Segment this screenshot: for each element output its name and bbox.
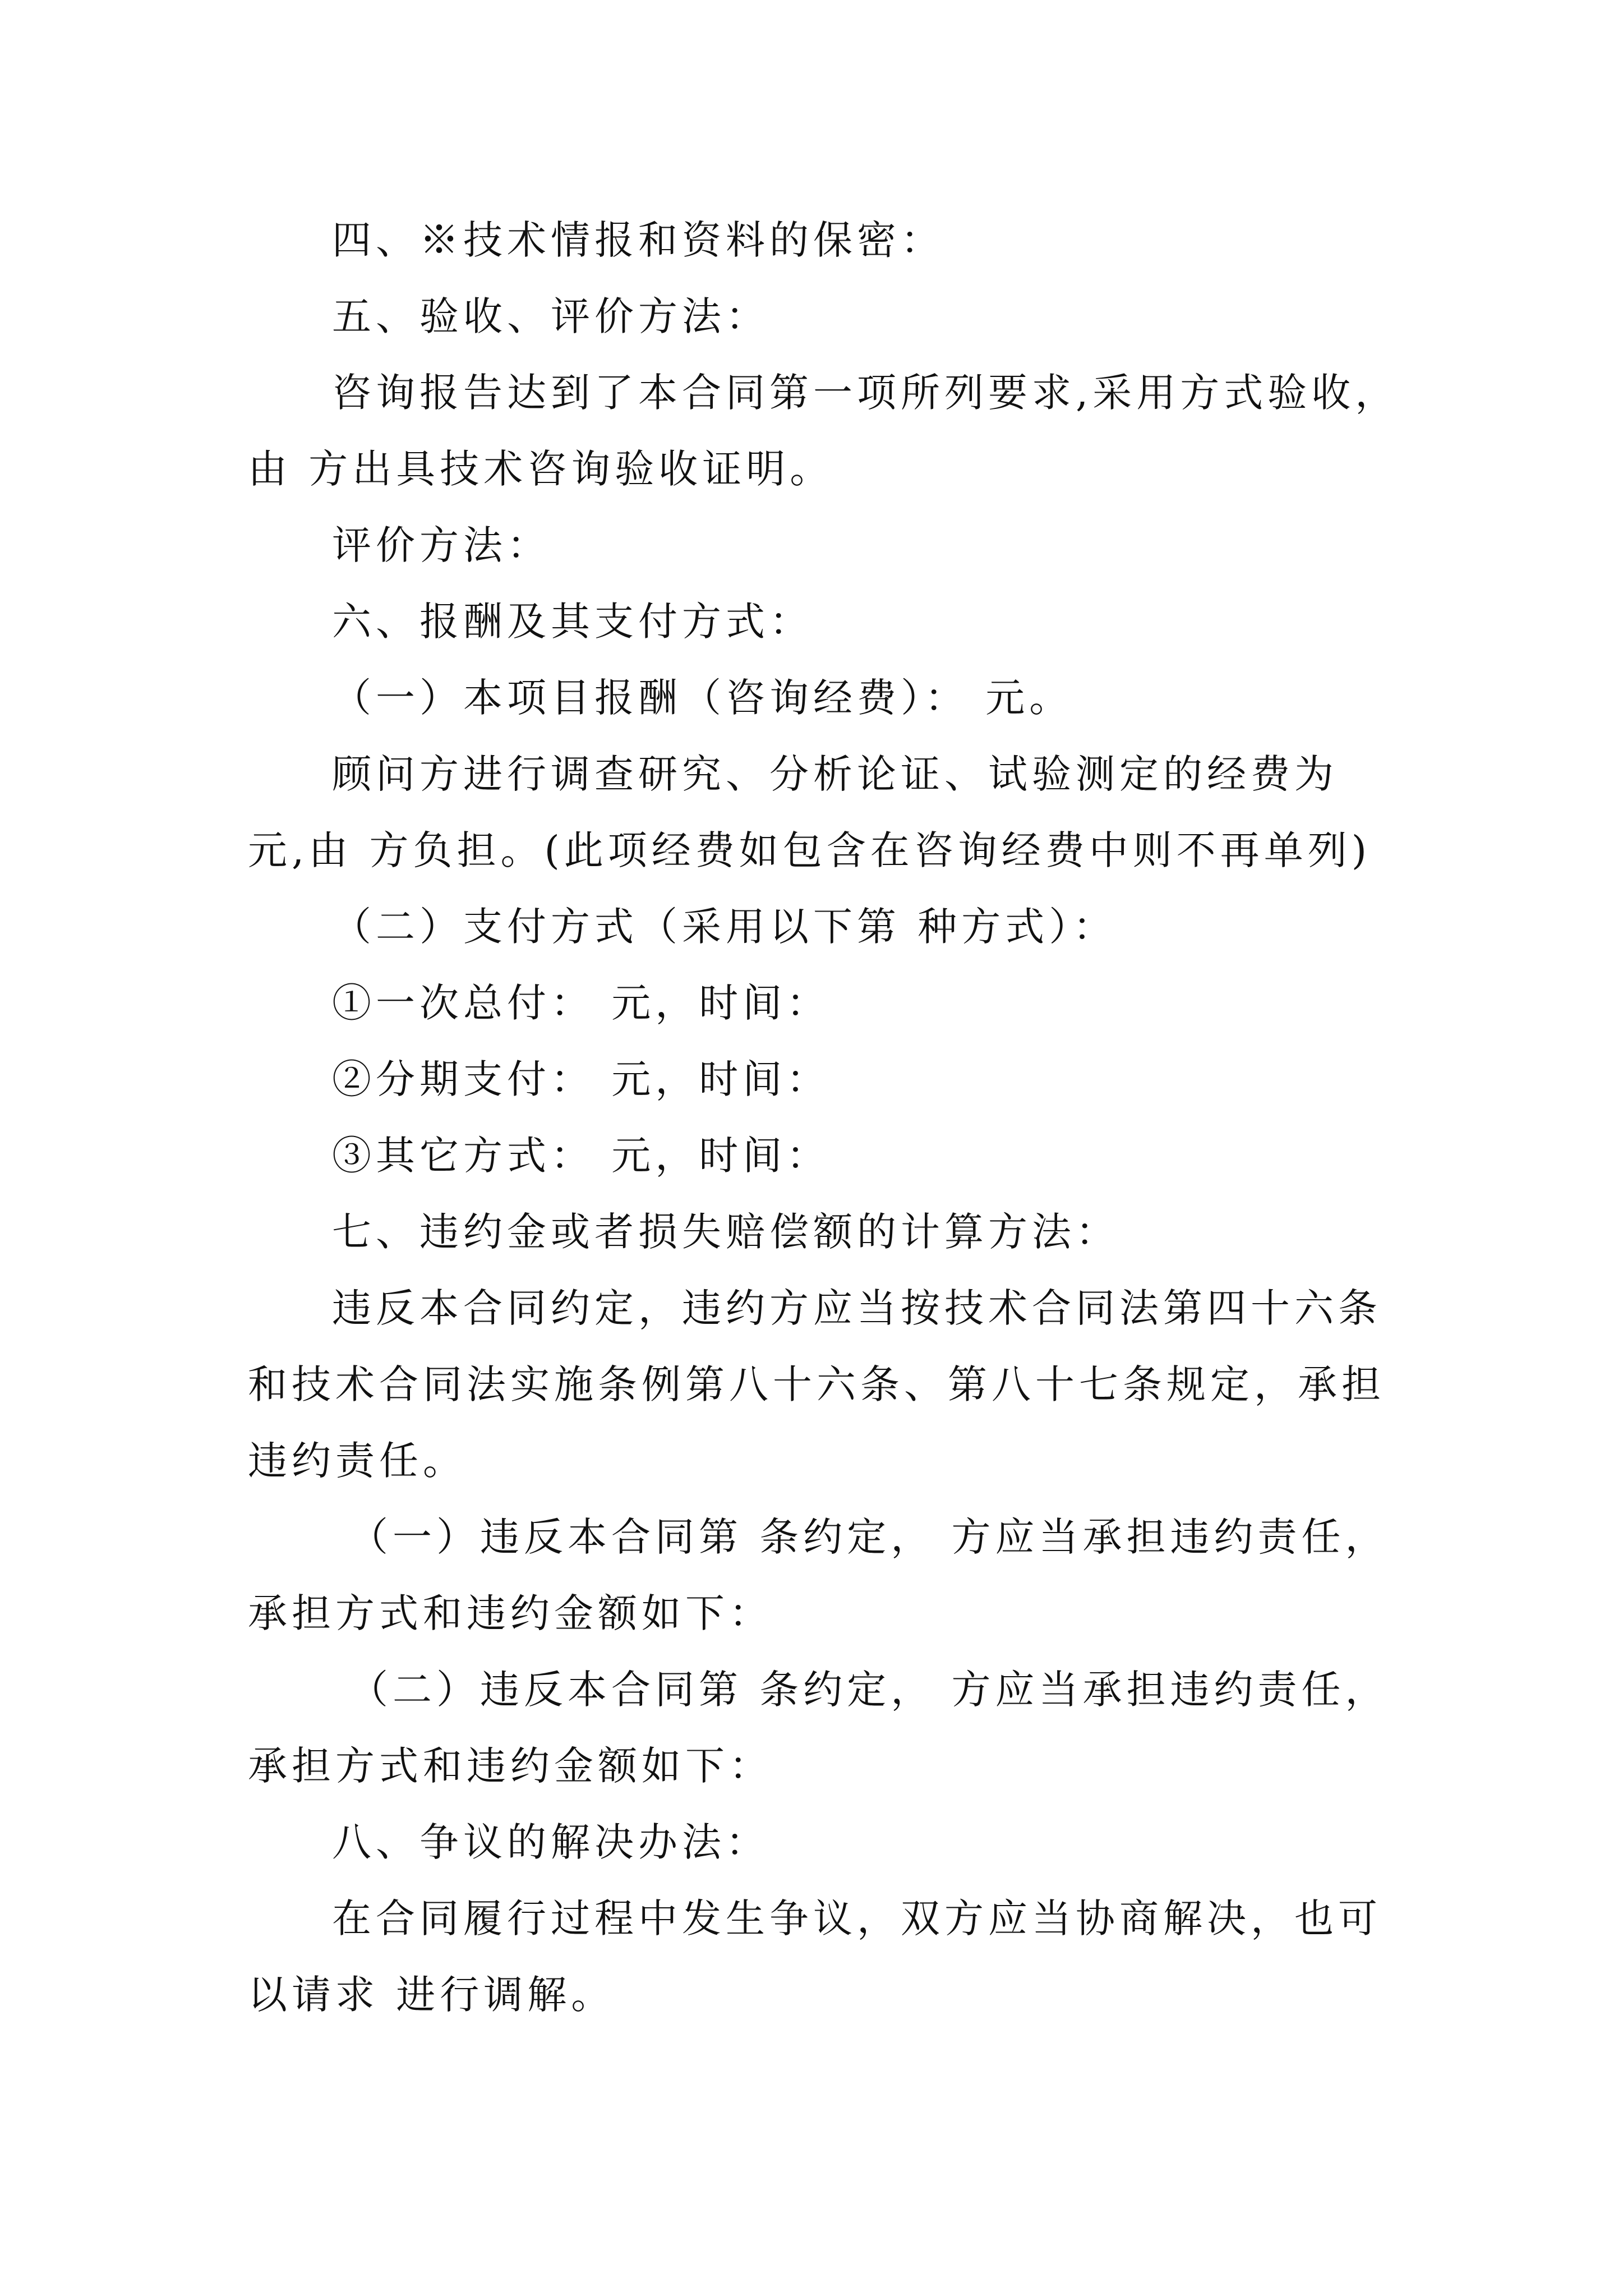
dispute-paragraph-line-2: 以请求 进行调解。: [248, 1972, 615, 2018]
acceptance-paragraph-line-1: 咨询报告达到了本合同第一项所列要求,采用方式验收，: [332, 370, 1399, 416]
breach-paragraph-line-1: 违反本合同约定，违约方应当按技术合同法第四十六条: [332, 1285, 1382, 1331]
section-5-heading: 五、验收、评价方法：: [332, 293, 769, 339]
section-7-heading: 七、违约金或者损失赔偿额的计算方法：: [332, 1209, 1119, 1255]
payment-option-3: ③其它方式： 元，时间：: [332, 1133, 831, 1179]
breach-paragraph-line-2: 和技术合同法实施条例第八十六条、第八十七条规定，承担: [248, 1361, 1385, 1407]
research-fee-line-1: 顾问方进行调查研究、分析论证、试验测定的经费为: [332, 751, 1338, 797]
acceptance-paragraph-line-2: 由 方出具技术咨询验收证明。: [248, 446, 834, 492]
breach-item-1-line-2: 承担方式和违约金额如下：: [248, 1590, 773, 1636]
document-body: [248, 202, 1442, 2033]
section-4-heading: 四、※技术情报和资料的保密：: [332, 217, 944, 263]
research-fee-line-2: 元,由 方负担。(此项经费如包含在咨询经费中则不再单列): [248, 827, 1372, 873]
section-8-heading: 八、争议的解决办法：: [332, 1819, 769, 1865]
breach-item-1-line-1: （一）违反本合同第 条约定， 方应当承担违约责任，: [349, 1514, 1389, 1560]
payment-option-1: ①一次总付： 元，时间：: [332, 980, 831, 1026]
project-fee: （一）本项目报酬（咨询经费）： 元。: [332, 675, 1073, 721]
evaluation-method: 评价方法：: [332, 522, 551, 568]
breach-item-2-line-1: （二）违反本合同第 条约定， 方应当承担违约责任，: [349, 1667, 1389, 1713]
payment-method-heading: （二）支付方式（采用以下第 种方式）：: [332, 904, 1117, 950]
breach-paragraph-line-3: 违约责任。: [248, 1438, 467, 1484]
payment-option-2: ②分期支付： 元，时间：: [332, 1056, 831, 1102]
breach-item-2-line-2: 承担方式和违约金额如下：: [248, 1743, 773, 1789]
dispute-paragraph-line-1: 在合同履行过程中发生争议，双方应当协商解决，也可: [332, 1895, 1382, 1941]
section-6-heading: 六、报酬及其支付方式：: [332, 599, 813, 645]
